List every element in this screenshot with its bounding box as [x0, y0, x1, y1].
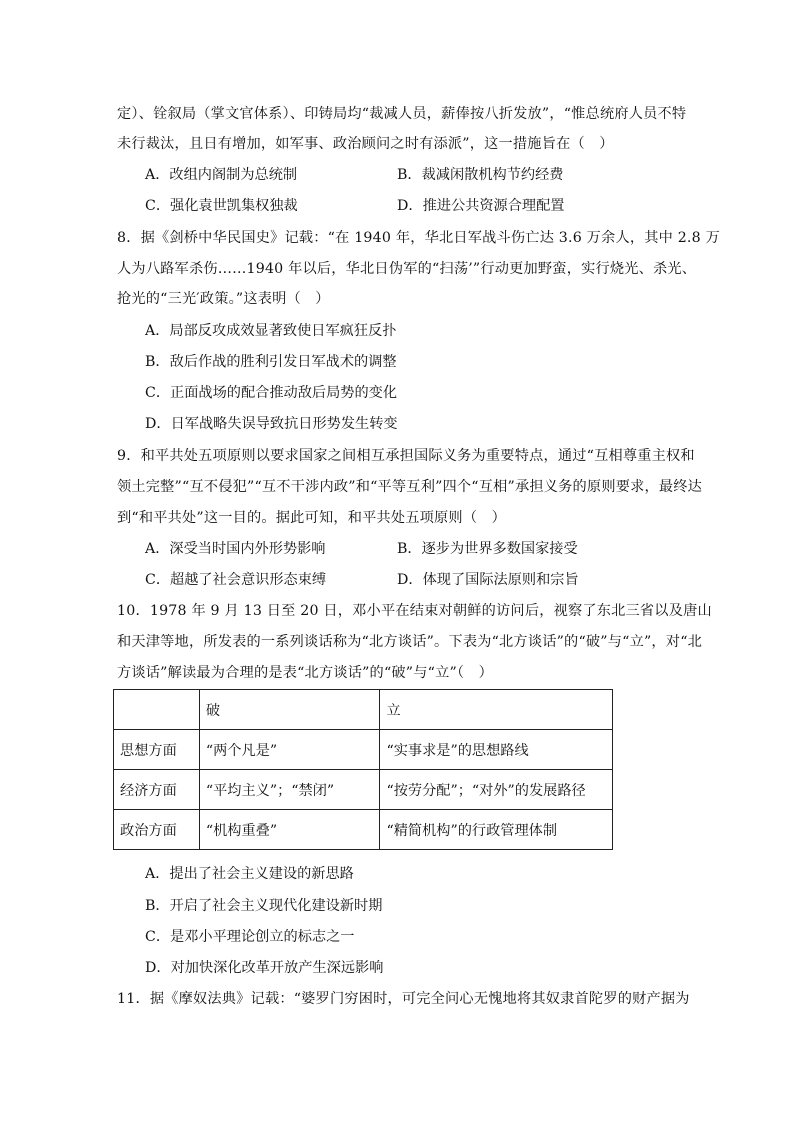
q8-text-line-3: 抢光的“三光′政策。”这表明（ ） — [117, 291, 330, 307]
q7-option-d[interactable]: D．推进公共资源合理配置 — [397, 198, 565, 214]
q7-option-c[interactable]: C．强化袁世凯集权独裁 — [145, 198, 298, 214]
q8-option-d[interactable]: D．日军战略失误导致抗日形势发生转变 — [145, 416, 398, 432]
table-cell: “两个凡是” — [199, 730, 380, 770]
table-header-cell — [114, 690, 200, 730]
table-cell: 经济方面 — [114, 770, 200, 810]
table-row — [114, 810, 613, 850]
q10-option-d[interactable]: D．对加快深化改革开放产生深远影响 — [145, 960, 384, 976]
q8-text-line-1: 8．据《剑桥中华民国史》记载：“在 1940 年，华北日军战斗伤亡达 3.6 万余人，其中 2.8 万 — [117, 230, 720, 246]
q10-table — [113, 689, 613, 850]
table-cell: “实事求是”的思想路线 — [380, 730, 613, 770]
q10-option-c[interactable]: C．是邓小平理论创立的标志之一 — [145, 929, 355, 945]
q11-text-line-1: 11．据《摩奴法典》记载：“婆罗门穷困时，可完全问心无愧地将其奴隶首陀罗的财产据为 — [117, 991, 690, 1007]
table-header-row — [114, 690, 613, 730]
table-cell: 政治方面 — [114, 810, 200, 850]
q10-text-line-1: 10．1978 年 9 月 13 日至 20 日，邓小平在结束对朝鲜的访问后，视察了东北三省以及唐山 — [117, 603, 712, 619]
table-header-cell: 破 — [199, 690, 380, 730]
table-header-cell: 立 — [380, 690, 613, 730]
q9-option-d[interactable]: D．体现了国际法原则和宗旨 — [397, 572, 579, 588]
table-cell: “平均主义”；“禁闭” — [199, 770, 380, 810]
q10-text-line-2: 和天津等地，所发表的一系列谈话称为“北方谈话”。下表为“北方谈话”的“破”与“立”，对“北 — [117, 634, 703, 650]
q7-option-b[interactable]: B．裁减闲散机构节约经费 — [397, 167, 564, 183]
q7-option-a[interactable]: A．改组内阁制为总统制 — [145, 167, 298, 183]
q9-text-line-3: 到“和平共处”这一目的。据此可知，和平共处五项原则（ ） — [117, 510, 506, 526]
q8-option-a[interactable]: A．局部反攻成效显著致使日军疯狂反扑 — [145, 323, 397, 339]
q10-text-line-3: 方谈话”解读最为合理的是表“北方谈话”的“破”与“立”（ ） — [117, 665, 493, 681]
q10-option-a[interactable]: A．提出了社会主义建设的新思路 — [145, 866, 354, 882]
table-cell: “按劳分配”；“对外”的发展路径 — [380, 770, 613, 810]
q10-option-b[interactable]: B．开启了社会主义现代化建设新时期 — [145, 898, 383, 914]
table-row — [114, 730, 613, 770]
q9-option-c[interactable]: C．超越了社会意识形态束缚 — [145, 572, 327, 588]
table-row — [114, 770, 613, 810]
q9-option-b[interactable]: B．逐步为世界多数国家接受 — [397, 541, 578, 557]
q9-text-line-2: 领土完整”“互不侵犯”“互不干涉内政”和“平等互利”四个“互相”承担义务的原则要求，最终达 — [117, 479, 703, 495]
q9-text-line-1: 9．和平共处五项原则以要求国家之间相互承担国际义务为重要特点，通过“互相尊重主权和 — [117, 448, 695, 464]
q7-text-line-1: 定）、铨叙局（掌文官体系）、印铸局均“裁减人员，薪俸按八折发放”，“惟总统府人员不特 — [117, 106, 687, 122]
q8-option-b[interactable]: B．敌后作战的胜利引发日军战术的调整 — [145, 354, 397, 370]
table-cell: 思想方面 — [114, 730, 200, 770]
table-cell: “机构重叠” — [199, 810, 380, 850]
q8-text-line-2: 人为八路军杀伤……1940 年以后，华北日伪军的“扫荡’”行动更加野蛮，实行烧光、杀光、 — [117, 261, 697, 277]
q9-option-a[interactable]: A．深受当时国内外形势影响 — [145, 541, 326, 557]
q8-option-c[interactable]: C．正面战场的配合推动敌后局势的变化 — [145, 385, 398, 401]
q7-text-line-2: 未行裁汰，且日有增加，如军事、政治顾问之时有添派”，这一措施旨在（ ） — [117, 136, 614, 152]
table-cell: “精简机构”的行政管理体制 — [380, 810, 613, 850]
